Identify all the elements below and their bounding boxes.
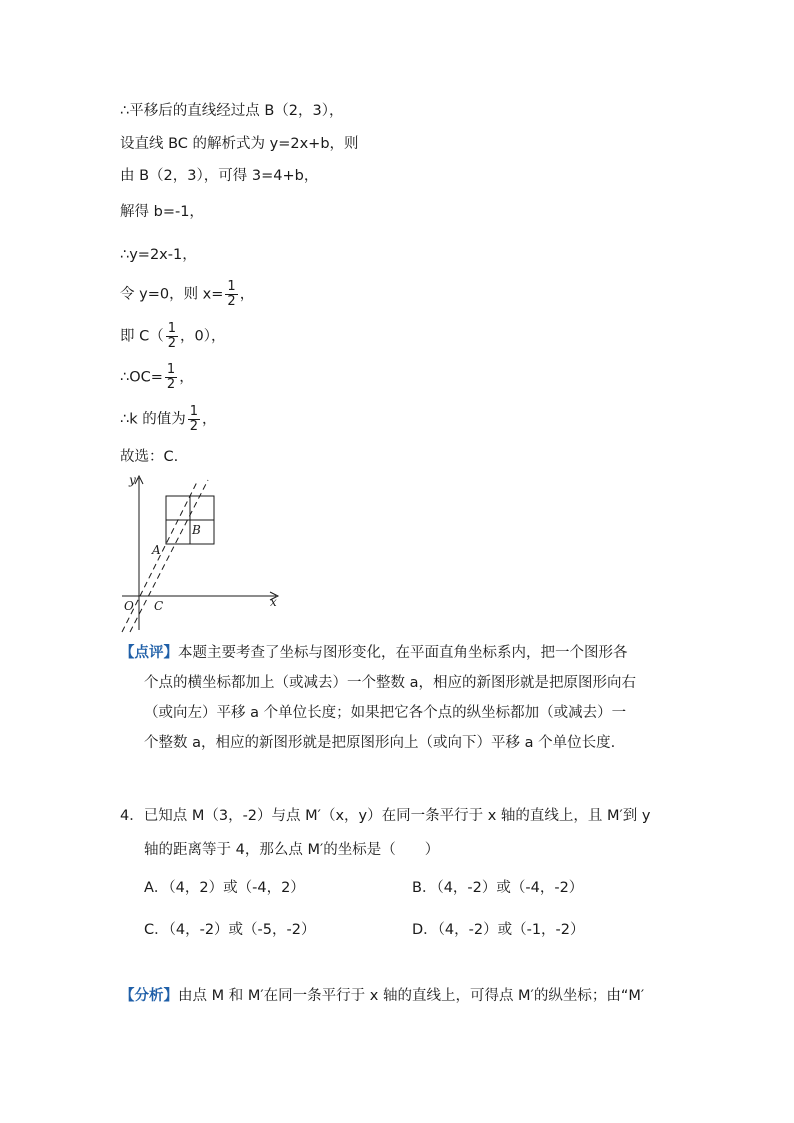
fraction-numerator: 1 bbox=[189, 404, 199, 419]
fraction-one-half bbox=[166, 322, 178, 351]
comment-tag: 【点评】 bbox=[120, 645, 178, 661]
question-line-1: 4．已知点 M（3，-2）与点 M′（x，y）在同一条平行于 x 轴的直线上，且 M′到 y bbox=[120, 808, 651, 824]
fraction-one-half bbox=[225, 280, 237, 309]
line9-prefix: ∴k 的值为 bbox=[120, 411, 186, 428]
fraction-denominator: 2 bbox=[189, 419, 199, 434]
comment-line-2: 个点的横坐标都加上（或减去）一个整数 a，相应的新图形就是把原图形向右 bbox=[144, 675, 636, 691]
solution-line-10: 故选：C. bbox=[120, 449, 179, 465]
fraction-numerator: 1 bbox=[227, 279, 236, 294]
analysis-line bbox=[120, 986, 644, 1006]
line9-suffix: ， bbox=[202, 411, 217, 428]
solution-line-7 bbox=[120, 322, 226, 351]
comment-text-1: 本题主要考查了坐标与图形变化，在平面直角坐标系内，把一个图形各 bbox=[178, 645, 628, 661]
label-point-b: B bbox=[192, 523, 201, 537]
fraction-denominator: 2 bbox=[166, 377, 176, 392]
fraction-denominator: 2 bbox=[227, 294, 236, 309]
option-c: C．（4，-2）或（-5，-2） bbox=[144, 922, 316, 938]
comment-line-4: 个整数 a，相应的新图形就是把原图形向上（或向下）平移 a 个单位长度. bbox=[144, 735, 616, 751]
label-origin: O bbox=[124, 599, 134, 613]
comment-paragraph bbox=[120, 638, 690, 758]
option-b: B．（4，-2）或（-4，-2） bbox=[412, 880, 584, 896]
analysis-text: 由点 M 和 M′在同一条平行于 x 轴的直线上，可得点 M′的纵坐标；由“M′ bbox=[178, 988, 645, 1004]
solution-line-1: ∴平移后的直线经过点 B（2，3）， bbox=[120, 103, 344, 119]
fraction-denominator: 2 bbox=[167, 336, 177, 351]
coordinate-figure bbox=[110, 470, 290, 638]
label-x: x bbox=[270, 595, 277, 609]
solution-line-9 bbox=[120, 405, 217, 434]
fraction-one-half bbox=[188, 405, 200, 434]
line8-prefix: ∴OC= bbox=[120, 369, 163, 386]
fraction-numerator: 1 bbox=[166, 362, 176, 377]
option-a: A．（4，2）或（-4，2） bbox=[144, 880, 305, 896]
line7-prefix: 即 C（ bbox=[120, 328, 164, 345]
question-line-2: 轴的距离等于 4，那么点 M′的坐标是（ ） bbox=[144, 842, 440, 858]
fraction-numerator: 1 bbox=[167, 321, 177, 336]
line7-suffix: ，0）， bbox=[180, 328, 226, 345]
fraction-one-half bbox=[165, 363, 177, 392]
solution-line-4: 解得 b=-1， bbox=[120, 204, 204, 220]
dashed-line-translated bbox=[130, 480, 208, 632]
solution-line-2: 设直线 BC 的解析式为 y=2x+b，则 bbox=[120, 136, 359, 152]
label-point-a: A bbox=[152, 543, 161, 557]
solution-line-3: 由 B（2，3），可得 3=4+b， bbox=[120, 168, 319, 184]
label-point-c: C bbox=[154, 599, 164, 613]
comment-line-1 bbox=[120, 638, 690, 668]
analysis-tag: 【分析】 bbox=[120, 988, 178, 1004]
solution-line-5: ∴y=2x-1， bbox=[120, 247, 197, 263]
line6-prefix: 令 y=0，则 x= bbox=[120, 286, 224, 303]
line8-suffix: ， bbox=[179, 369, 194, 386]
solution-line-8 bbox=[120, 363, 194, 392]
comment-line-3: （或向左）平移 a 个单位长度；如果把它各个点的纵坐标都加（或减去）一 bbox=[144, 705, 627, 721]
option-d: D．（4，-2）或（-1，-2） bbox=[412, 922, 585, 938]
line6-suffix: ， bbox=[239, 286, 255, 303]
label-y: y bbox=[129, 473, 136, 487]
solution-line-6 bbox=[120, 280, 254, 309]
